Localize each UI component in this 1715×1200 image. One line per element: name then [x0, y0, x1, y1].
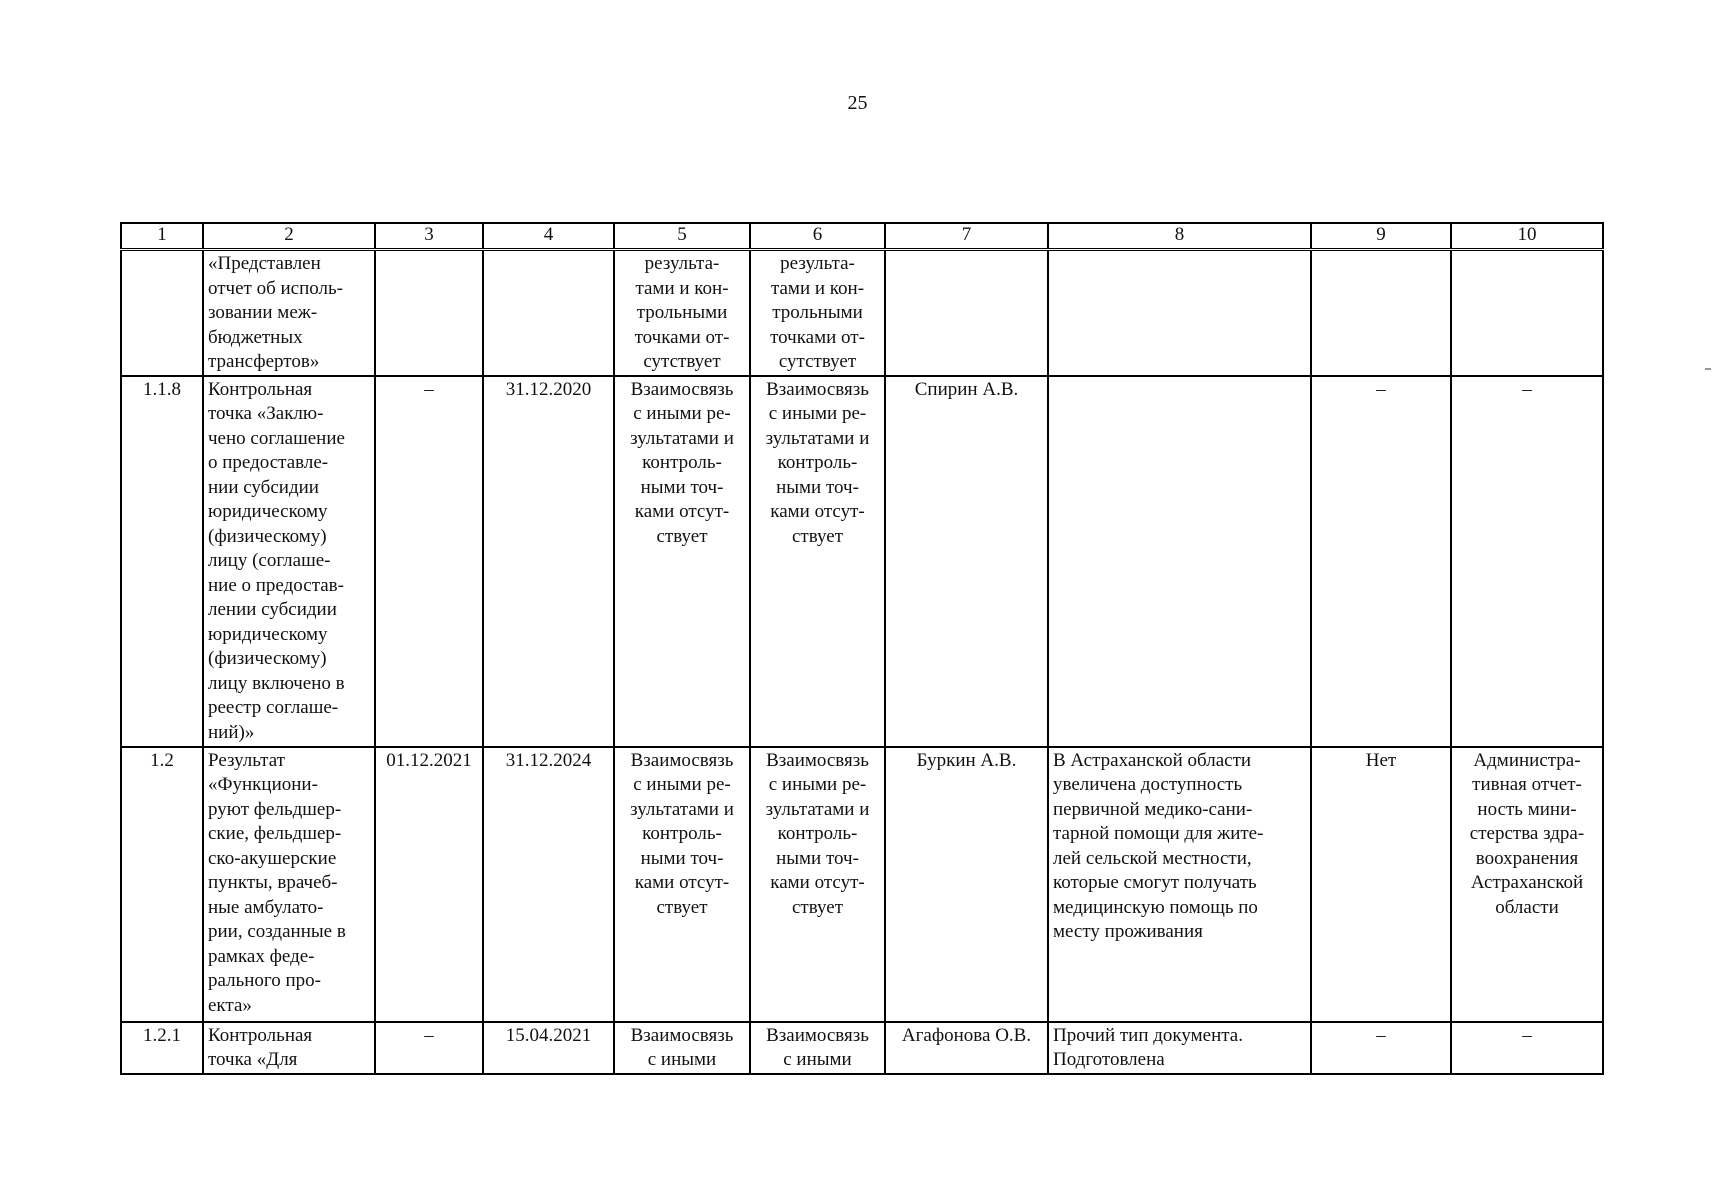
column-header: 4 [483, 223, 614, 250]
cell-responsible: Спирин А.В. [885, 376, 1048, 747]
column-header: 5 [614, 223, 750, 250]
cell-end-date [483, 250, 614, 376]
cell-successors: Взаимосвязь с иными ре- зультатами и контроль- ными точ- ками отсут- ствует [750, 747, 885, 1022]
cell-predecessors: Взаимосвязь с иными [614, 1022, 750, 1074]
cell-information-system: – [1451, 1022, 1603, 1074]
cell-start-date [375, 250, 483, 376]
cell-successors: результа- тами и кон- трольными точками от- сутствует [750, 250, 885, 376]
cell-end-date: 31.12.2020 [483, 376, 614, 747]
cell-responsible: Буркин А.В. [885, 747, 1048, 1022]
column-header: 7 [885, 223, 1048, 250]
table-row [121, 250, 1603, 376]
column-header: 2 [203, 223, 375, 250]
cell-result-description: Прочий тип документа. Подготовлена [1048, 1022, 1311, 1074]
cell-end-date: 15.04.2021 [483, 1022, 614, 1074]
cell-number: 1.1.8 [121, 376, 203, 747]
cell-name: Контрольная точка «Заклю- чено соглашение о предоставле- нии субсидии юридическому (физическому) лицу (соглаше- ние о предостав- лении субсидии юридическому (физическому) лицу включено в реестр соглаше- ний)» [203, 376, 375, 747]
column-header: 8 [1048, 223, 1311, 250]
column-header: 9 [1311, 223, 1451, 250]
header-row [121, 223, 1603, 250]
table-row [121, 376, 1603, 747]
cell-successors: Взаимосвязь с иными [750, 1022, 885, 1074]
cell-successors: Взаимосвязь с иными ре- зультатами и контроль- ными точ- ками отсут- ствует [750, 376, 885, 747]
column-header: 1 [121, 223, 203, 250]
column-header: 10 [1451, 223, 1603, 250]
cell-information-system [1451, 250, 1603, 376]
column-header: 6 [750, 223, 885, 250]
cell-flag: Нет [1311, 747, 1451, 1022]
table-row [121, 747, 1603, 1022]
cell-number: 1.2.1 [121, 1022, 203, 1074]
cell-start-date: – [375, 376, 483, 747]
cell-responsible: Агафонова О.В. [885, 1022, 1048, 1074]
cell-predecessors: Взаимосвязь с иными ре- зультатами и контроль- ными точ- ками отсут- ствует [614, 376, 750, 747]
cell-number: 1.2 [121, 747, 203, 1022]
cell-start-date: – [375, 1022, 483, 1074]
cell-information-system: Администра- тивная отчет- ность мини- стерства здра- воохранения Астраханской области [1451, 747, 1603, 1022]
cell-end-date: 31.12.2024 [483, 747, 614, 1022]
cell-flag: – [1311, 376, 1451, 747]
cell-responsible [885, 250, 1048, 376]
cell-start-date: 01.12.2021 [375, 747, 483, 1022]
cell-number [121, 250, 203, 376]
results-table [120, 222, 1604, 1075]
scan-artifact [1705, 368, 1711, 370]
cell-flag [1311, 250, 1451, 376]
cell-predecessors: Взаимосвязь с иными ре- зультатами и контроль- ными точ- ками отсут- ствует [614, 747, 750, 1022]
page-number: 25 [847, 92, 868, 114]
cell-information-system: – [1451, 376, 1603, 747]
table-row [121, 1022, 1603, 1074]
cell-predecessors: результа- тами и кон- трольными точками от- сутствует [614, 250, 750, 376]
cell-name: «Представлен отчет об исполь- зовании меж- бюджетных трансфертов» [203, 250, 375, 376]
cell-name: Результат «Функциони- руют фельдшер- ские, фельдшер- ско-акушерские пункты, врачеб- ные амбулато- рии, созданные в рамках феде- рального про- екта» [203, 747, 375, 1022]
cell-name: Контрольная точка «Для [203, 1022, 375, 1074]
cell-flag: – [1311, 1022, 1451, 1074]
cell-result-description [1048, 376, 1311, 747]
column-header: 3 [375, 223, 483, 250]
cell-result-description: В Астраханской области увеличена доступность первичной медико-сани- тарной помощи для жите- лей сельской местности, которые смогут получать медицинскую помощь по месту проживания [1048, 747, 1311, 1022]
cell-result-description [1048, 250, 1311, 376]
